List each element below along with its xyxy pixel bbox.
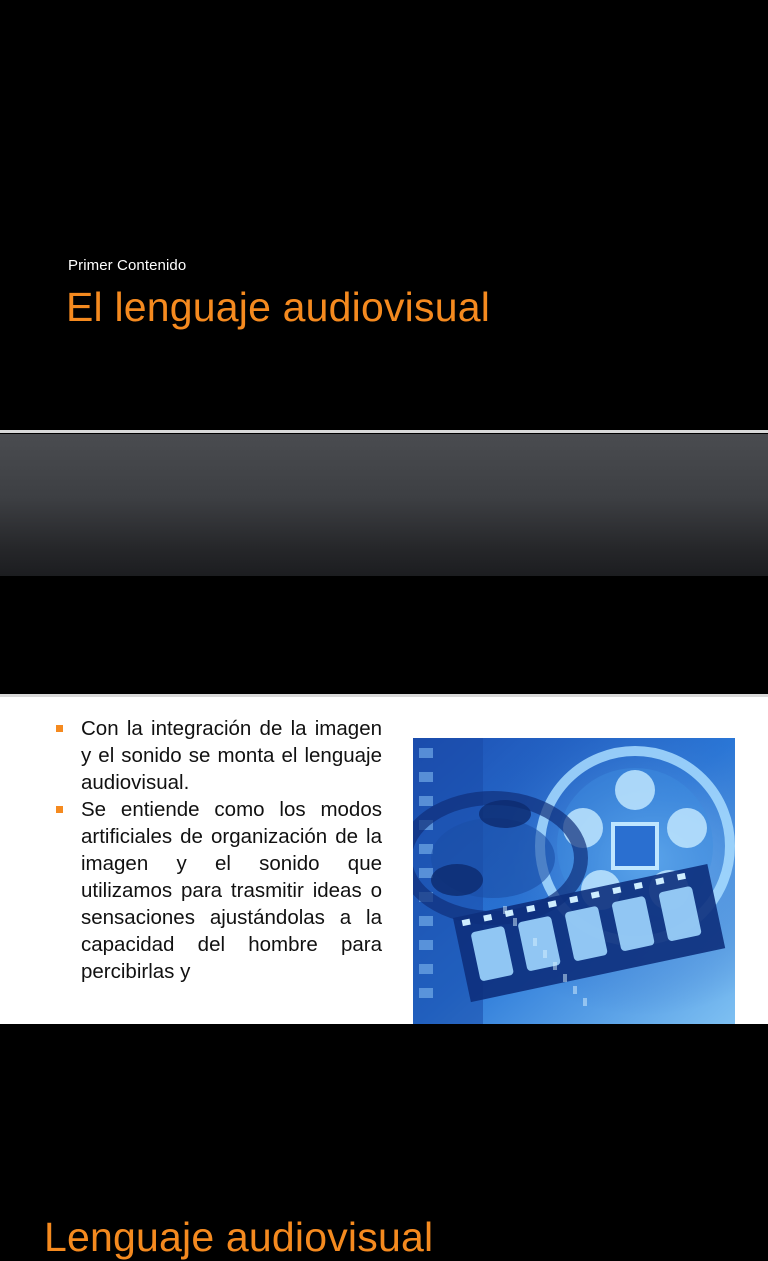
header-gradient-band (0, 434, 768, 576)
bullet-text: Se entiende como los modos artificiales de organización de la imagen y el sonido que utilizamos para trasmitir ideas o sensaciones ajustándolas a la capacidad del hombre para percibirlas y (81, 798, 382, 983)
film-reel-icon (413, 738, 735, 1024)
bullet-list (52, 715, 382, 985)
square-bullet-icon (56, 725, 63, 732)
bullet-item (52, 715, 382, 796)
bullet-item (52, 796, 382, 985)
slide-title: El lenguaje audiovisual (66, 284, 491, 330)
content-slide-body (0, 697, 768, 1024)
content-slide-title: Lenguaje audiovisual (44, 1214, 434, 1260)
slide-divider (0, 430, 768, 433)
film-reel-picture (413, 738, 735, 1024)
slide-subtitle: Primer Contenido (68, 257, 187, 274)
bullet-text: Con la integración de la imagen y el sonido se monta el lenguaje audiovisual. (81, 717, 382, 794)
title-slide (0, 0, 768, 430)
square-bullet-icon (56, 806, 63, 813)
